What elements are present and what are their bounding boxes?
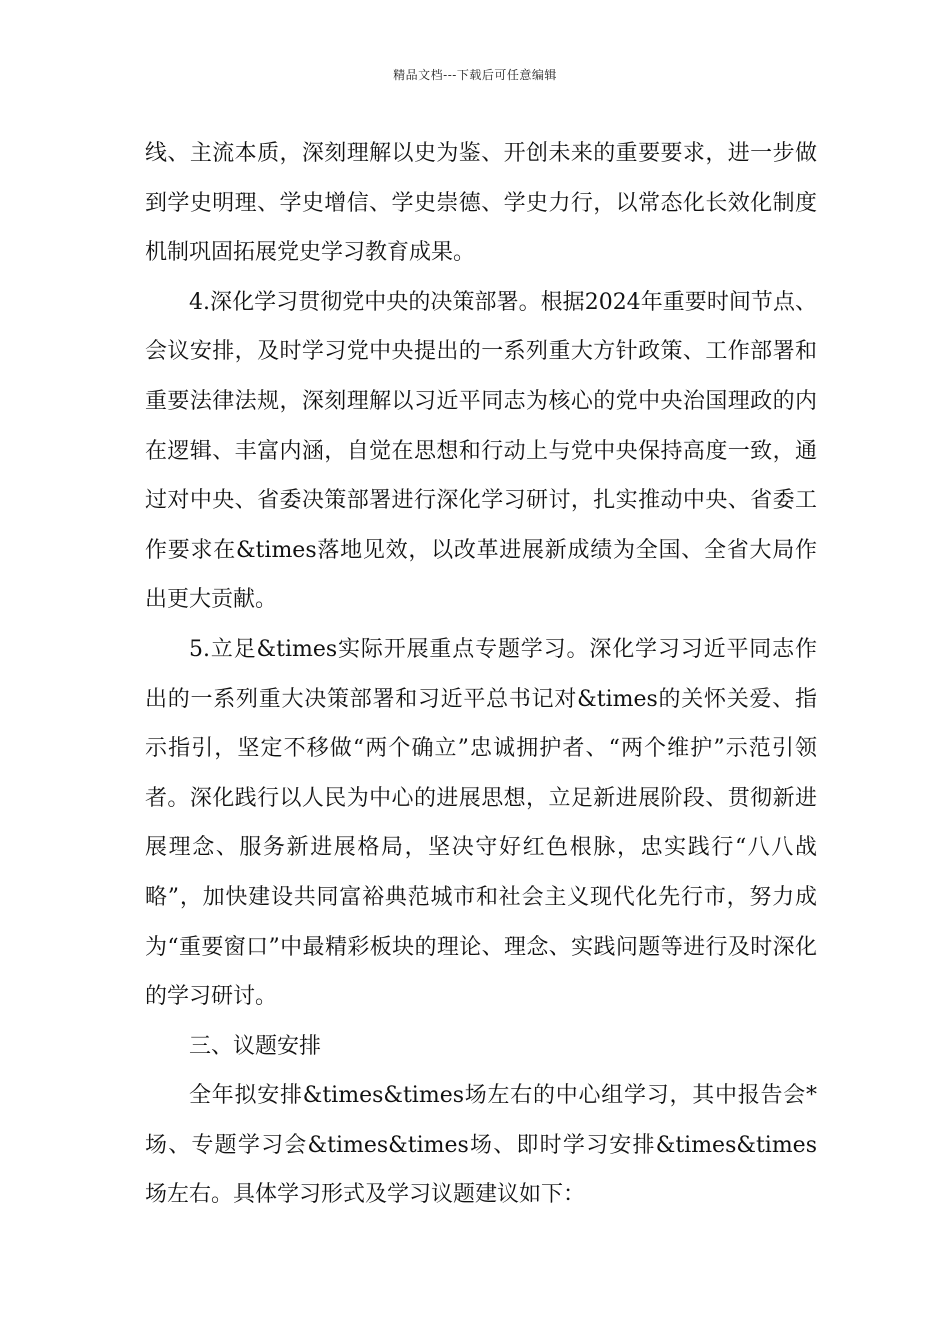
page-header: 精品文档---下载后可任意编辑 bbox=[393, 68, 557, 82]
paragraph-intro-continuation: 线、主流本质，深刻理解以史为鉴、开创未来的重要要求，进一步做到学史明理、学史增信、学史崇德、学史力行，以常态化长效化制度机制巩固拓展党史学习教育成果。 bbox=[145, 141, 817, 266]
paragraph-agenda-summary: 全年拟安排&times&times场左右的中心组学习，其中报告会*场、专题学习会&times&times场、即时学习安排&times&times场左右。具体学习形式及学习议题建议如下： bbox=[145, 1083, 817, 1208]
document-body bbox=[145, 129, 817, 1220]
section-heading-agenda: 三、议题安排 bbox=[189, 1033, 322, 1059]
paragraph-item-4: 4.深化学习贯彻党中央的决策部署。根据2024年重要时间节点、会议安排，及时学习党中央提出的一系列重大方针政策、工作部署和重要法律法规，深刻理解以习近平同志为核心的党中央治国理政的内在逻辑、丰富内涵，自觉在思想和行动上与党中央保持高度一致，通过对中央、省委决策部署进行深化学习研讨，扎实推动中央、省委工作要求在&times落地见效，以改革进展新成绩为全国、全省大局作出更大贡献。 bbox=[145, 289, 817, 613]
paragraph-item-5: 5.立足&times实际开展重点专题学习。深化学习习近平同志作出的一系列重大决策部署和习近平总书记对&times的关怀关爱、指示指引，坚定不移做“两个确立”忠诚拥护者、“两个维护”示范引领者。深化践行以人民为中心的进展思想，立足新进展阶段、贯彻新进展理念、服务新进展格局，坚决守好红色根脉，忠实践行“八八战略”，加快建设共同富裕典范城市和社会主义现代化先行市，努力成为“重要窗口”中最精彩板块的理论、理念、实践问题等进行及时深化的学习研讨。 bbox=[145, 636, 817, 1010]
